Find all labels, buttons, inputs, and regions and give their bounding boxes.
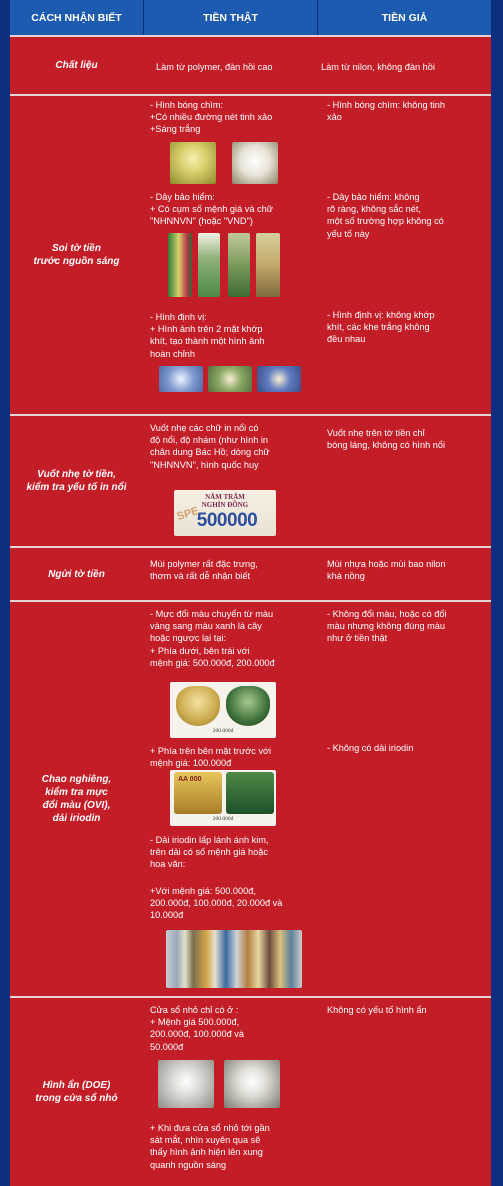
register-image-2 [208, 366, 252, 392]
real-doe-text: Cửa sổ nhỏ chỉ có ở : + Mệnh giá 500.000đ, 200.000đ, 100.000đ và 50.000đ [150, 1005, 245, 1052]
real-watermark-text: - Hình bóng chìm: +Có nhiều đường nét tinh xảo +Sáng trắng [150, 100, 273, 135]
real-material [144, 37, 317, 94]
ovi-image-2 [170, 770, 276, 826]
criterion-tilt: Chao nghiêng, kiểm tra mực đổi màu (OVI), dải iriodin [41, 774, 112, 824]
real-thread-text: - Dây bảo hiểm: + Có cụm số mệnh giá và chữ "NHNNVN" (hoặc "VND") [150, 192, 273, 227]
ovi-number-gold [174, 772, 222, 814]
real-emboss [144, 416, 317, 546]
real-iriodin-text: - Dải iriodin lấp lánh ánh kim, trên dải có số mệnh giá hoặc hoa văn: [150, 835, 269, 870]
criterion-light: Soi tờ tiền trước nguồn sáng [33, 243, 120, 267]
fake-doe-text: Không có yếu tố hình ẩn [327, 1005, 427, 1015]
fake-doe [318, 998, 491, 1186]
ovi-lotus-green [226, 686, 270, 726]
row-material [10, 37, 491, 94]
fake-emboss-text: Vuốt nhẹ trên tờ tiền chỉ bóng láng, không có hình nổi [327, 428, 446, 451]
real-iriodin-values-text: +Với mệnh giá: 500.000đ, 200.000đ, 100.000đ, 20.000đ và 10.000đ [150, 886, 283, 921]
ovi-image-1-caption: 200.000đ [212, 727, 234, 734]
security-thread-image-2 [198, 233, 220, 297]
row-tilt-check [10, 602, 491, 996]
fake-tilt [318, 602, 491, 996]
real-doe-detail-text: + Khi đưa cửa sổ nhỏ tới gần sát mắt, nhìn xuyên qua sẽ thấy hình ảnh hiện lên xung quanh nguồn sáng [150, 1123, 270, 1170]
row-emboss-check [10, 416, 491, 546]
real-register-text: - Hình định vị: + Hình ảnh trên 2 mặt khớp khít, tạo thành một hình ảnh hoàn chỉnh [150, 312, 265, 359]
fake-smell-text: Mùi nhựa hoặc mùi bao nilon khá nồng [327, 559, 446, 582]
banknote-500000-image [174, 490, 276, 536]
fake-light [318, 96, 491, 414]
banknote-overlay: SPE [175, 504, 201, 524]
real-emboss-text: Vuốt nhẹ các chữ in nổi có độ nổi, độ nhám (như hình in chân dung Bác Hồ; dòng chữ "NHNNVN", hình quốc huy [150, 423, 270, 470]
ovi-number-gold-text: AA 000 [178, 776, 202, 783]
header-method: CÁCH NHẬN BIẾT [10, 0, 143, 36]
real-ovi-text: - Mực đổi màu chuyển từ màu vàng sang màu xanh lá cây hoặc ngược lại tại: + Phía dưới, bên trái với mệnh giá: 500.000đ, 200.000đ [150, 609, 275, 668]
criterion-doe: Hình ẩn (DOE) trong cửa sổ nhỏ [35, 1080, 118, 1104]
fake-thread-text: - Dây bảo hiểm: không rõ ràng, không sắc nét, một số trường hợp không có yếu tố này [327, 192, 444, 239]
fake-ovi-text: - Không đổi màu, hoặc có đổi màu nhưng không đúng màu như ở tiền thật [327, 609, 447, 644]
real-smell [144, 548, 317, 600]
real-ovi-front-text: + Phía trên bên mặt trước với mệnh giá: 100.000đ [150, 746, 272, 769]
ovi-lotus-gold [176, 686, 220, 726]
doe-image-2 [224, 1060, 280, 1108]
divider [10, 414, 491, 416]
row-smell-check [10, 548, 491, 600]
fake-register-text: - Hình định vị: không khớp khít, các khe trắng không đều nhau [327, 310, 435, 345]
row-light-check [10, 96, 491, 414]
security-thread-image-3 [228, 233, 250, 297]
header-fake: TIỀN GIẢ [318, 0, 491, 36]
register-image-1 [159, 366, 203, 392]
ovi-number-green [226, 772, 274, 814]
divider [10, 35, 491, 37]
ovi-image-1 [170, 682, 276, 738]
security-thread-image-1 [168, 233, 192, 297]
criterion-smell: Ngửi tờ tiền [48, 568, 105, 580]
fake-material-text: Làm từ nilon, không đàn hồi [321, 62, 435, 72]
fake-iriodin-text: - Không có dải iriodin [327, 743, 414, 753]
register-image-3 [257, 366, 301, 392]
divider [10, 94, 491, 96]
real-smell-text: Mùi polymer rất đặc trưng, thơm và rất dễ nhận biết [150, 559, 258, 582]
ovi-image-2-caption: 200.000đ [212, 815, 234, 822]
fake-material [318, 37, 491, 94]
banknote-number: 500000 [196, 510, 258, 531]
real-tilt [144, 602, 317, 996]
fake-watermark-text: - Hình bóng chìm: không tinh xảo [327, 100, 445, 123]
criterion-emboss: Vuốt nhẹ tờ tiền, kiểm tra yếu tố in nổi [26, 469, 127, 493]
watermark-image-real [170, 142, 216, 184]
banknote-top-text: NĂM TRĂM NGHÌN ĐỒNG [201, 493, 249, 509]
real-light [144, 96, 317, 414]
doe-image-1 [158, 1060, 214, 1108]
row-doe-check [10, 998, 491, 1186]
divider [10, 546, 491, 548]
real-doe [144, 998, 317, 1186]
fake-smell [318, 548, 491, 600]
watermark-image-light [232, 142, 278, 184]
real-material-text: Làm từ polymer, đàn hồi cao [156, 62, 273, 72]
security-thread-image-4 [256, 233, 280, 297]
divider [10, 996, 491, 998]
header-real: TIỀN THẬT [144, 0, 317, 36]
criterion-material: Chất liệu [55, 60, 98, 71]
iriodin-strip-image [166, 930, 302, 988]
fake-emboss [318, 416, 491, 546]
divider [10, 600, 491, 602]
